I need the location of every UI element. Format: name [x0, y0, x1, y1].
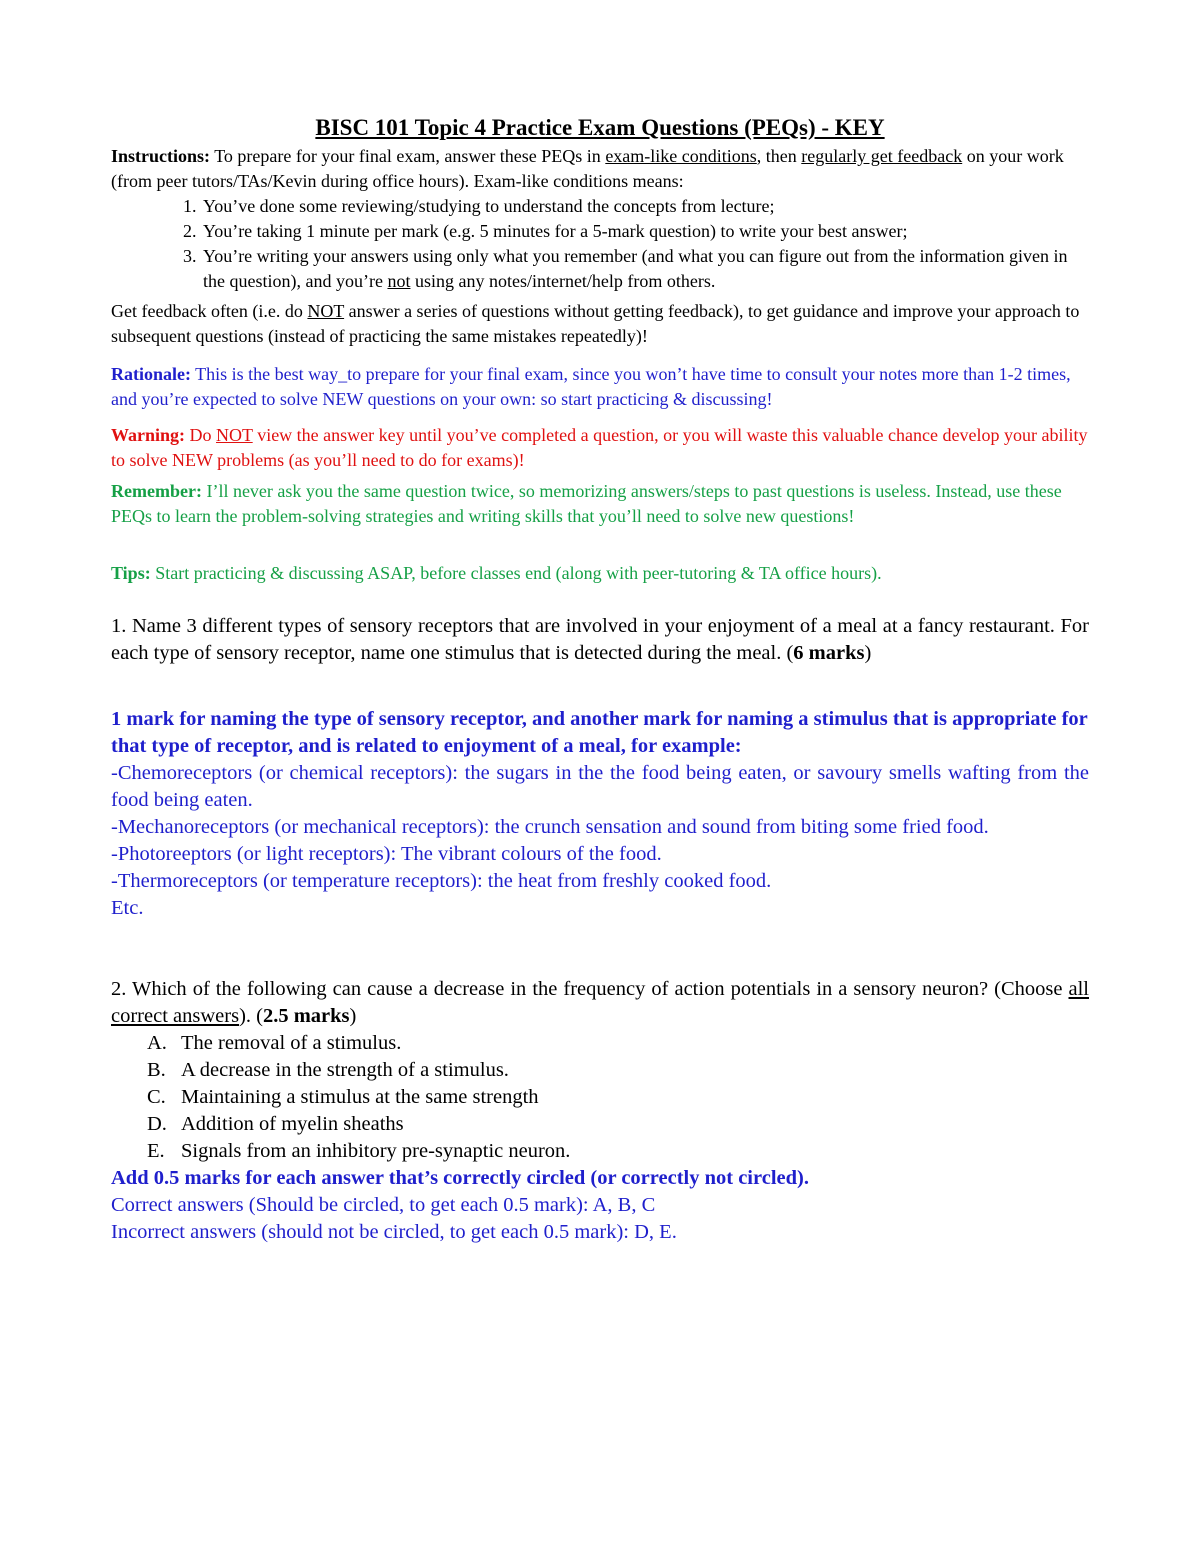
question-1-answer-key [111, 706, 1089, 922]
instructions-text-a: To prepare for your final exam, answer these PEQs in [210, 146, 606, 166]
option-letter: C. [147, 1086, 166, 1108]
question-2-answer-key [111, 1165, 1089, 1246]
question-1 [111, 613, 1089, 667]
answer-item: -Photoreeptors (or light receptors): The vibrant colours of the food. [111, 843, 662, 865]
all-correct-answers-underline: all correct answers [111, 978, 1089, 1027]
feedback-text-b: answer a series of questions without getting feedback), to get guidance and improve your approach to subsequent questions (instead of practicing the same mistakes repeatedly)! [111, 301, 1080, 346]
option-c [111, 1084, 1089, 1111]
list-text: You’re taking 1 minute per mark (e.g. 5 minutes for a 5-mark question) to write your best answer; [203, 221, 908, 241]
warning-label: Warning: [111, 425, 186, 445]
answer-item: Etc. [111, 897, 144, 919]
warning-text-b: view the answer key until you’ve completed a question, or you will waste this valuable chance develop your ability to solve NEW problems (as you’ll need to do for exams)! [111, 425, 1088, 470]
instructions-block [111, 144, 1091, 294]
option-a [111, 1030, 1089, 1057]
option-e [111, 1138, 1089, 1165]
feedback-paragraph [111, 299, 1091, 349]
question-1-text [111, 613, 1089, 667]
question-2-text [111, 976, 1089, 1030]
question-1-close: ) [864, 642, 872, 664]
answer-item: -Thermoreceptors (or temperature receptors): the heat from freshly cooked food. [111, 870, 772, 892]
question-2-close: ) [349, 1005, 357, 1027]
question-1-key-heading: 1 mark for naming the type of sensory receptor, and another mark for naming a stimulus that is appropriate for that type of receptor, and is related to enjoyment of a meal, for example: [111, 708, 1088, 757]
list-item [111, 219, 1091, 244]
list-text: You’ve done some reviewing/studying to understand the concepts from lecture; [203, 196, 775, 216]
list-item [111, 244, 1091, 294]
question-2-options [111, 1030, 1089, 1165]
question-2-key-heading: Add 0.5 marks for each answer that’s correctly circled (or correctly not circled). [111, 1167, 809, 1189]
list-number: 3. [183, 246, 197, 266]
question-2-prompt-b: ). ( [239, 1005, 263, 1027]
option-text: The removal of a stimulus. [181, 1032, 402, 1054]
question-2 [111, 976, 1089, 1030]
option-letter: E. [147, 1140, 165, 1162]
option-text: Maintaining a stimulus at the same strength [181, 1086, 539, 1108]
rationale-label: Rationale: [111, 364, 191, 384]
page-title: BISC 101 Topic 4 Practice Exam Questions (PEQs) - KEY [315, 115, 885, 140]
instructions-paragraph [111, 144, 1091, 194]
option-letter: B. [147, 1059, 166, 1081]
warning-text-a: Do [185, 425, 217, 445]
option-text: Addition of myelin sheaths [181, 1113, 404, 1135]
option-d [111, 1111, 1089, 1138]
remember-text: I’ll never ask you the same question twice, so memorizing answers/steps to past questions is useless. Instead, use these PEQs to learn the problem-solving strategies and writing skills that you’ll need to solve new questions! [111, 481, 1062, 526]
not-underline: not [387, 271, 411, 291]
rationale-text: This is the best way_to prepare for your final exam, since you won’t have time to consult your notes more than 1-2 times, and you’re expected to solve NEW questions on your own: so start practicing & discussing! [111, 364, 1071, 409]
conditions-list [111, 194, 1091, 294]
rationale-paragraph [111, 362, 1091, 412]
option-letter: A. [147, 1032, 167, 1054]
option-letter: D. [147, 1113, 167, 1135]
instructions-label: Instructions: [111, 146, 211, 166]
question-1-prompt: 1. Name 3 different types of sensory receptors that are involved in your enjoyment of a meal at a fancy restaurant. For each type of sensory receptor, name one stimulus that is detected during the meal. ( [111, 615, 1089, 664]
feedback-not-underline: NOT [307, 301, 345, 321]
correct-answers: Correct answers (Should be circled, to get each 0.5 mark): A, B, C [111, 1194, 656, 1216]
exam-like-conditions-underline: exam-like conditions [605, 146, 757, 166]
instructions-text-c: on your work (from peer tutors/TAs/Kevin during office hours). Exam-like conditions means: [111, 146, 1064, 191]
tips-paragraph [111, 561, 1091, 586]
tips-label: Tips: [111, 563, 151, 583]
option-text: A decrease in the strength of a stimulus. [181, 1059, 509, 1081]
incorrect-answers: Incorrect answers (should not be circled, to get each 0.5 mark): D, E. [111, 1221, 677, 1243]
list-item [111, 194, 1091, 219]
remember-label: Remember: [111, 481, 202, 501]
option-b [111, 1057, 1089, 1084]
remember-paragraph [111, 479, 1091, 529]
question-2-marks: 2.5 marks [262, 1005, 350, 1027]
answer-item: -Chemoreceptors (or chemical receptors): the sugars in the the food being eaten, or savoury smells wafting from the food being eaten. [111, 762, 1089, 811]
feedback-text-a: Get feedback often (i.e. do [111, 301, 308, 321]
warning-paragraph [111, 423, 1091, 473]
option-text: Signals from an inhibitory pre-synaptic neuron. [181, 1140, 571, 1162]
list-text: You’re writing your answers using only what you remember (and what you can figure out from the information given in the question), and you’re [203, 246, 1068, 291]
regularly-get-feedback-underline: regularly get feedback [801, 146, 963, 166]
list-number: 1. [183, 196, 197, 216]
warning-not-underline: NOT [216, 425, 253, 445]
question-2-prompt: 2. Which of the following can cause a decrease in the frequency of action potentials in a sensory neuron? (Choose [111, 978, 1069, 1000]
answer-item: -Mechanoreceptors (or mechanical receptors): the crunch sensation and sound from biting some fried food. [111, 816, 989, 838]
instructions-text-b: , then [756, 146, 802, 166]
tips-text: Start practicing & discussing ASAP, before classes end (along with peer-tutoring & TA office hours). [150, 563, 882, 583]
list-text-end: using any notes/internet/help from others. [410, 271, 716, 291]
list-number: 2. [183, 221, 197, 241]
question-1-marks: 6 marks [793, 642, 865, 664]
